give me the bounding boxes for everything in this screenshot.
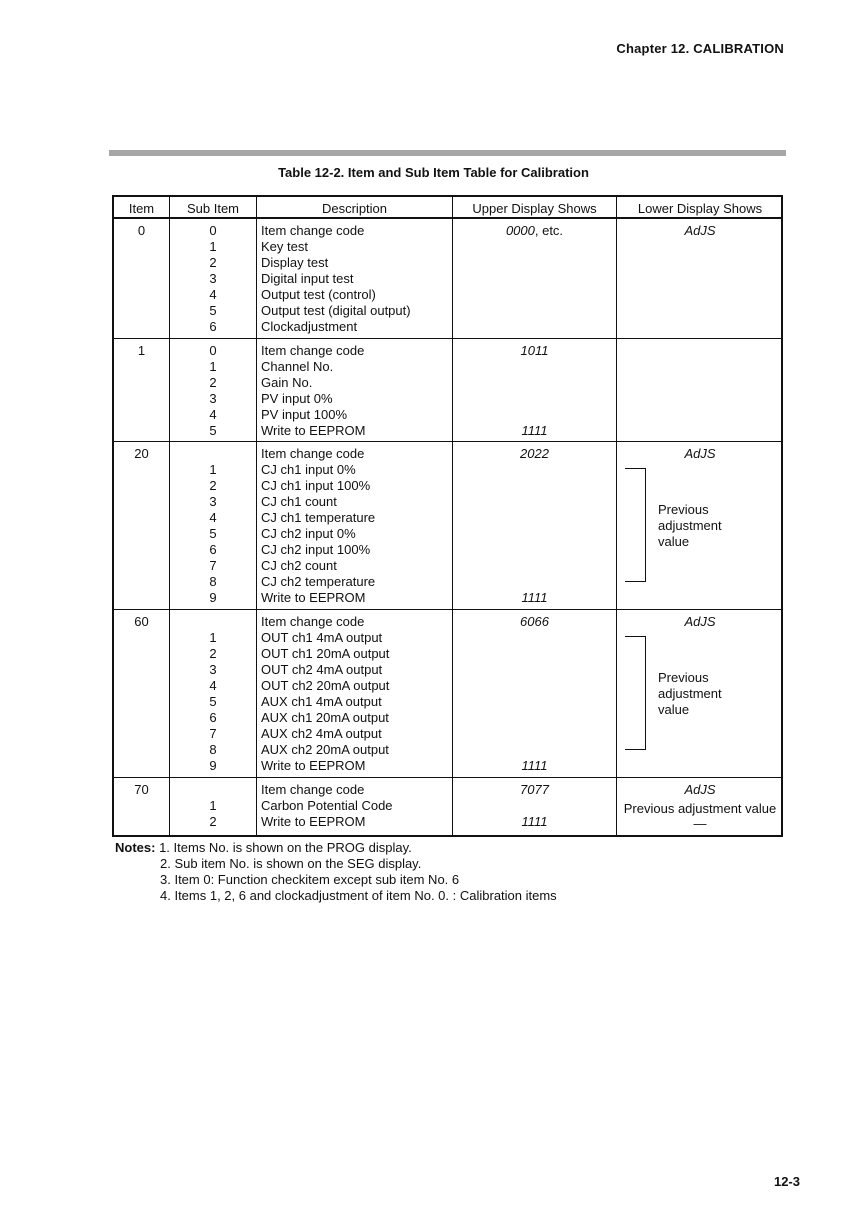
sub-item: 0 [209,223,217,238]
item-number: 70 [134,782,149,797]
column-header-lower-display: Lower Display Shows [637,201,763,216]
note-line: 4. Items 1, 2, 6 and clockadjustment of item No. 0. : Calibration items [160,888,557,903]
description: PV input 100% [261,407,348,422]
description-list [261,343,451,439]
description: AUX ch2 20mA output [261,742,389,757]
sub-item: 7 [209,726,217,741]
description-list [261,223,451,335]
sub-item: 3 [209,494,217,509]
note-line: adjustment [658,686,722,701]
note-text: 1. Items No. is shown on the PROG display. [159,840,412,855]
description: OUT ch2 20mA output [261,678,390,693]
row-divider [114,338,781,339]
description: Item change code [261,446,365,461]
description: AUX ch1 4mA output [261,694,382,709]
description: CJ ch1 count [261,494,337,509]
row-divider [114,441,781,442]
header-divider [114,217,781,219]
description: Channel No. [261,359,334,374]
column-divider [256,197,257,835]
description: Output test (control) [261,287,376,302]
notes-block [115,840,557,904]
column-divider [616,197,617,835]
description: Gain No. [261,375,313,390]
note-line: value [658,702,690,717]
description-list [261,614,451,774]
description: CJ ch2 temperature [261,574,376,589]
column-header-upper-display: Upper Display Shows [472,201,597,216]
lower-display-value: AdJS [684,446,716,461]
sub-item: 4 [209,287,217,302]
description: OUT ch2 4mA output [261,662,383,677]
page-number: 12-3 [773,1174,800,1189]
sub-item: 5 [209,423,217,438]
lower-display-value: AdJS [684,782,716,797]
column-header-item: Item [128,201,155,216]
description: Clockadjustment [261,319,358,334]
sub-item: 1 [209,798,217,813]
description: Write to EEPROM [261,423,366,438]
sub-item: 5 [209,526,217,541]
description: PV input 0% [261,391,333,406]
upper-code: 0000 [505,223,535,238]
description: CJ ch2 input 0% [261,526,356,541]
sub-item: 3 [209,271,217,286]
sub-item: 2 [209,814,217,829]
sub-item [170,446,256,462]
sub-item-list [170,343,256,439]
sub-item: 2 [209,478,217,493]
sub-item: 3 [209,662,217,677]
description: Item change code [261,343,365,358]
upper-code-suffix: , etc. [534,223,564,238]
note-line [115,840,557,856]
lower-display-value: AdJS [684,223,716,238]
description-list [261,782,451,830]
bracket-connector [625,468,646,582]
sub-item: 2 [209,375,217,390]
description: Write to EEPROM [261,758,366,773]
upper-display-value: 2022 [520,446,549,461]
sub-item [170,782,256,798]
column-divider [452,197,453,835]
sub-item: 6 [209,542,217,557]
description: CJ ch1 input 0% [261,462,356,477]
row-divider [114,609,781,610]
sub-item: 1 [209,239,217,254]
upper-display-value [453,223,616,239]
description: CJ ch2 input 100% [261,542,371,557]
sub-item: 0 [209,343,217,358]
description: Item change code [261,614,365,629]
item-number: 20 [134,446,149,461]
sub-item: 2 [209,255,217,270]
column-header-sub-item: Sub Item [186,201,240,216]
sub-item-list [170,782,256,830]
note-line: 3. Item 0: Function checkitem except sub item No. 6 [160,872,460,887]
description: AUX ch1 20mA output [261,710,389,725]
sub-item: 7 [209,558,217,573]
sub-item: 8 [209,742,217,757]
description: Digital input test [261,271,354,286]
previous-value-note [658,670,722,718]
sub-item-list [170,446,256,606]
upper-display-value: 7077 [520,782,549,797]
previous-value-note [658,502,722,550]
note-line: adjustment [658,518,722,533]
sub-item-list [170,223,256,335]
item-number: 1 [137,343,146,358]
note-line: value [658,534,690,549]
description: CJ ch2 count [261,558,337,573]
description: Carbon Potential Code [261,798,393,813]
upper-display-write-value: 1111 [521,590,548,605]
note-line: Previous [658,670,709,685]
sub-item: 9 [209,590,217,605]
description: Item change code [261,782,365,797]
bracket-connector [625,636,646,750]
lower-display-value: AdJS [684,614,716,629]
upper-display-write-value: 1111 [521,758,548,773]
description: Output test (digital output) [261,303,411,318]
item-number: 0 [137,223,146,238]
description: CJ ch1 input 100% [261,478,371,493]
sub-item: 1 [209,359,217,374]
upper-display-value: 1011 [520,343,549,358]
description: Key test [261,239,308,254]
item-number: 60 [134,614,149,629]
description: OUT ch1 4mA output [261,630,383,645]
sub-item: 3 [209,391,217,406]
sub-item: 6 [209,710,217,725]
chapter-heading: Chapter 12. CALIBRATION [616,41,784,56]
description: AUX ch2 4mA output [261,726,382,741]
sub-item: 9 [209,758,217,773]
sub-item: 6 [209,319,217,334]
table-caption: Table 12-2. Item and Sub Item Table for Calibration [278,165,589,180]
row-divider [114,777,781,778]
sub-item: 1 [209,630,217,645]
column-header-description: Description [321,201,388,216]
sub-item: 2 [209,646,217,661]
description: Write to EEPROM [261,814,366,829]
description: CJ ch1 temperature [261,510,376,525]
description: Write to EEPROM [261,590,366,605]
section-rule [109,150,786,156]
sub-item: 5 [209,303,217,318]
lower-display-dash: — [693,816,707,831]
sub-item [170,614,256,630]
sub-item: 4 [209,678,217,693]
notes-label: Notes: [115,840,156,855]
upper-display-write-value: 1111 [521,814,548,829]
sub-item: 8 [209,574,217,589]
sub-item-list [170,614,256,774]
sub-item: 5 [209,694,217,709]
note-line: 2. Sub item No. is shown on the SEG display. [160,856,422,871]
calibration-table [112,195,783,837]
description-list [261,446,451,606]
upper-display-value: 6066 [520,614,549,629]
description: Item change code [261,223,365,238]
note-line: Previous [658,502,709,517]
lower-display-previous: Previous adjustment value [623,801,777,816]
sub-item: 1 [209,462,217,477]
upper-display-write-value: 1111 [521,423,548,438]
sub-item: 4 [209,407,217,422]
description: OUT ch1 20mA output [261,646,390,661]
sub-item: 4 [209,510,217,525]
description: Display test [261,255,329,270]
